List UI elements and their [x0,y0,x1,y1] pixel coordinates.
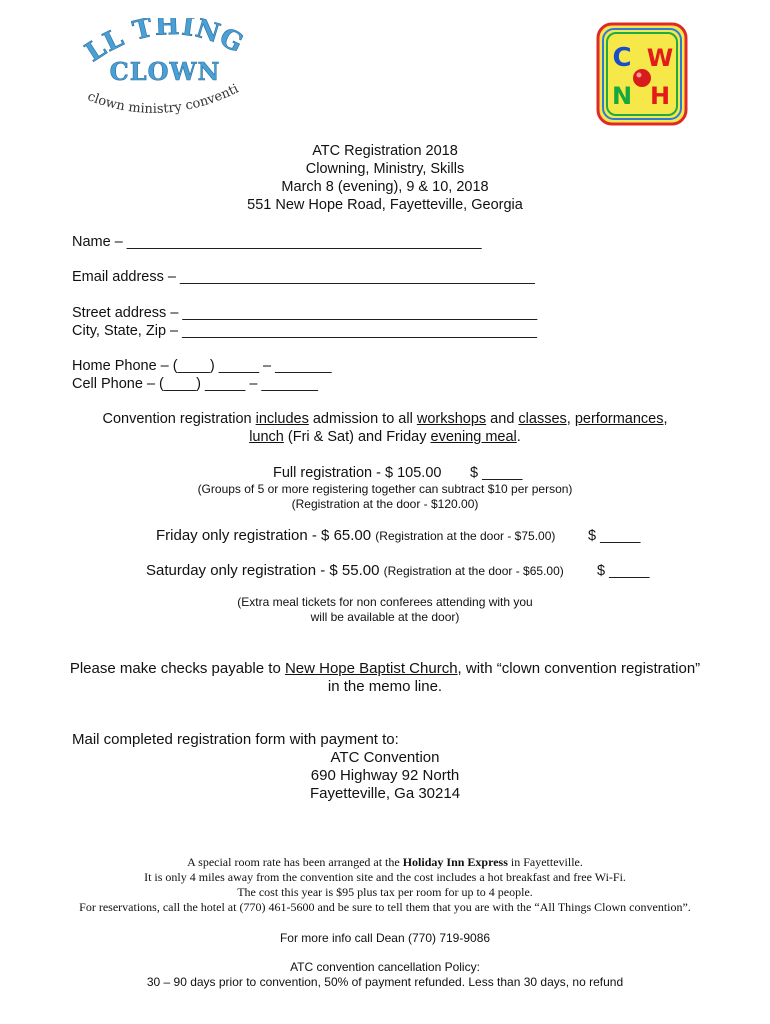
street-field[interactable]: Street address – ____________________________________________ [72,305,538,321]
mail-street: 690 Highway 92 North [310,767,460,784]
header-address: 551 New Hope Road, Fayetteville, Georgia [247,197,523,213]
clown-nose-icon [633,69,651,87]
includes-underlined: classes [518,411,567,427]
includes-paragraph [0,410,770,446]
city-state-zip-field[interactable]: City, State, Zip – ____________________________________________ [72,323,537,339]
logo-letter-n: N [611,82,633,110]
saturday-registration-label: Saturday only registration - $ 55.00 [146,562,380,579]
includes-text: admission to all [308,411,417,427]
policy-text: 30 – 90 days prior to convention, 50% of payment refunded. Less than 30 days, no refund [146,975,624,989]
includes-underlined: evening meal [430,429,517,445]
checks-text: , with “clown convention registration” [457,660,701,677]
full-registration-amount-field[interactable]: $ _____ [470,465,523,481]
checks-memo-line: in the memo line. [327,678,443,695]
header-title: ATC Registration 2018 [312,143,458,159]
includes-underlined: workshops [416,411,487,427]
logo-letter-c: C [612,43,632,73]
includes-text: . [516,429,521,445]
logo-tagline: clown ministry conventi [85,81,242,117]
friday-registration-label: Friday only registration - $ 65.00 [156,527,372,544]
mail-intro: Mail completed registration form with payment to: [72,731,399,748]
friday-amount-field[interactable]: $ _____ [588,528,641,544]
checks-paragraph [0,660,770,696]
cell-phone-field[interactable]: Cell Phone – (____) _____ – _______ [72,376,318,392]
includes-text: Convention registration [102,411,256,427]
saturday-registration-row [146,562,564,580]
hotel-text: in Fayetteville. [507,855,583,869]
name-field[interactable]: Name – ____________________________________________ [72,234,482,250]
mail-address [0,749,770,803]
hotel-text: A special room rate has been arranged at the [187,855,403,869]
groups-note: (Groups of 5 or more registering together can subtract $10 per person) [197,482,573,496]
hotel-line2: It is only 4 miles away from the convention site and the cost includes a hot breakfast and free Wi-Fi. [144,870,626,884]
hotel-line4: For reservations, call the hotel at (770) 461-5600 and be sure to tell them that you are with the “All Things Clown convention”. [79,900,691,914]
logo-line1: LL THING [80,18,249,69]
mail-city: Fayetteville, Ga 30214 [309,785,461,802]
policy-title: ATC convention cancellation Policy: [290,960,480,974]
email-field[interactable]: Email address – ____________________________________________ [72,269,535,285]
friday-registration-row [156,527,555,545]
includes-text: (Fri & Sat) and Friday [283,429,431,445]
payee-name: New Hope Baptist Church [284,660,458,677]
logo-line2: CLOWN [109,57,221,86]
includes-underlined: performances [574,411,664,427]
full-door-note: (Registration at the door - $120.00) [291,497,479,511]
header-dates: March 8 (evening), 9 & 10, 2018 [281,179,489,195]
all-things-clown-logo [70,18,260,128]
includes-underlined: includes [255,411,309,427]
cwnh-logo [596,22,688,126]
hotel-paragraph [0,855,770,915]
home-phone-field[interactable]: Home Phone – (____) _____ – _______ [72,358,332,374]
saturday-door-note: (Registration at the door - $65.00) [383,564,564,578]
checks-text: Please make checks payable to [69,660,285,677]
includes-underlined: lunch [249,429,284,445]
logo-letter-h: H [649,82,671,110]
full-registration-label: Full registration - $ 105.00 [273,465,442,481]
header-subtitle: Clowning, Ministry, Skills [305,161,465,177]
meal-note-line2: will be available at the door) [310,610,460,624]
hotel-name: Holiday Inn Express [402,855,508,869]
includes-text: , [566,411,575,427]
saturday-amount-field[interactable]: $ _____ [597,563,650,579]
includes-text: , [663,411,668,427]
mail-name: ATC Convention [330,749,440,766]
more-info: For more info call Dean (770) 719-9086 [279,931,491,945]
meal-note [0,595,770,625]
friday-door-note: (Registration at the door - $75.00) [375,529,556,543]
logo-letter-w: W [646,44,674,72]
cancellation-policy [0,960,770,990]
hotel-line3: The cost this year is $95 plus tax per room for up to 4 people. [237,885,533,899]
includes-text: and [486,411,519,427]
header-block [0,142,770,214]
meal-note-line1: (Extra meal tickets for non conferees attending with you [237,595,533,609]
